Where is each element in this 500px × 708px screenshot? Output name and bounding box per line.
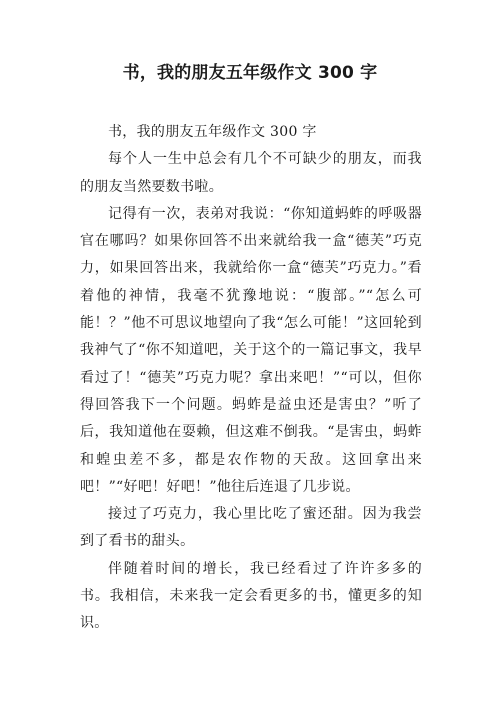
document-body xyxy=(80,119,422,638)
paragraph-chocolate: 接过了巧克力，我心里比吃了蜜还甜。因为我尝到了看书的甜头。 xyxy=(80,506,422,550)
paragraph-conclusion: 伴随着时间的增长，我已经看过了许许多多的书。我相信，未来我一定会看更多的书，懂更多的知识。 xyxy=(80,560,422,632)
paragraph-subtitle: 书，我的朋友五年级作文 300 字 xyxy=(108,124,317,140)
paragraph-story: 记得有一次，表弟对我说：“你知道蚂蚱的呼吸器官在哪吗？如果你回答不出来就给我一盒“德芙”巧克力，如果回答出来，我就给你一盒“德芙”巧克力。”看着他的神情，我毫不犹豫地说：“腹部。”“怎么可能！？”他不可思议地望向了我“怎么可能！”这回轮到我神气了“你不知道吧，关于这个的一篇记事文，我早看过了！“德芙”巧克力呢？拿出来吧！”“可以，但你得回答我下一个问题。蚂蚱是益虫还是害虫？”听了后，我知道他在耍赖，但这难不倒我。“是害虫，蚂蚱和蝗虫差不多，都是农作物的天敌。这回拿出来吧！”“好吧！好吧！”他往后连退了几步说。 xyxy=(80,205,422,495)
paragraph-intro: 每个人一生中总会有几个不可缺少的朋友，而我的朋友当然要数书啦。 xyxy=(80,151,422,195)
document-title: 书，我的朋友五年级作文 300 字 xyxy=(122,63,378,83)
